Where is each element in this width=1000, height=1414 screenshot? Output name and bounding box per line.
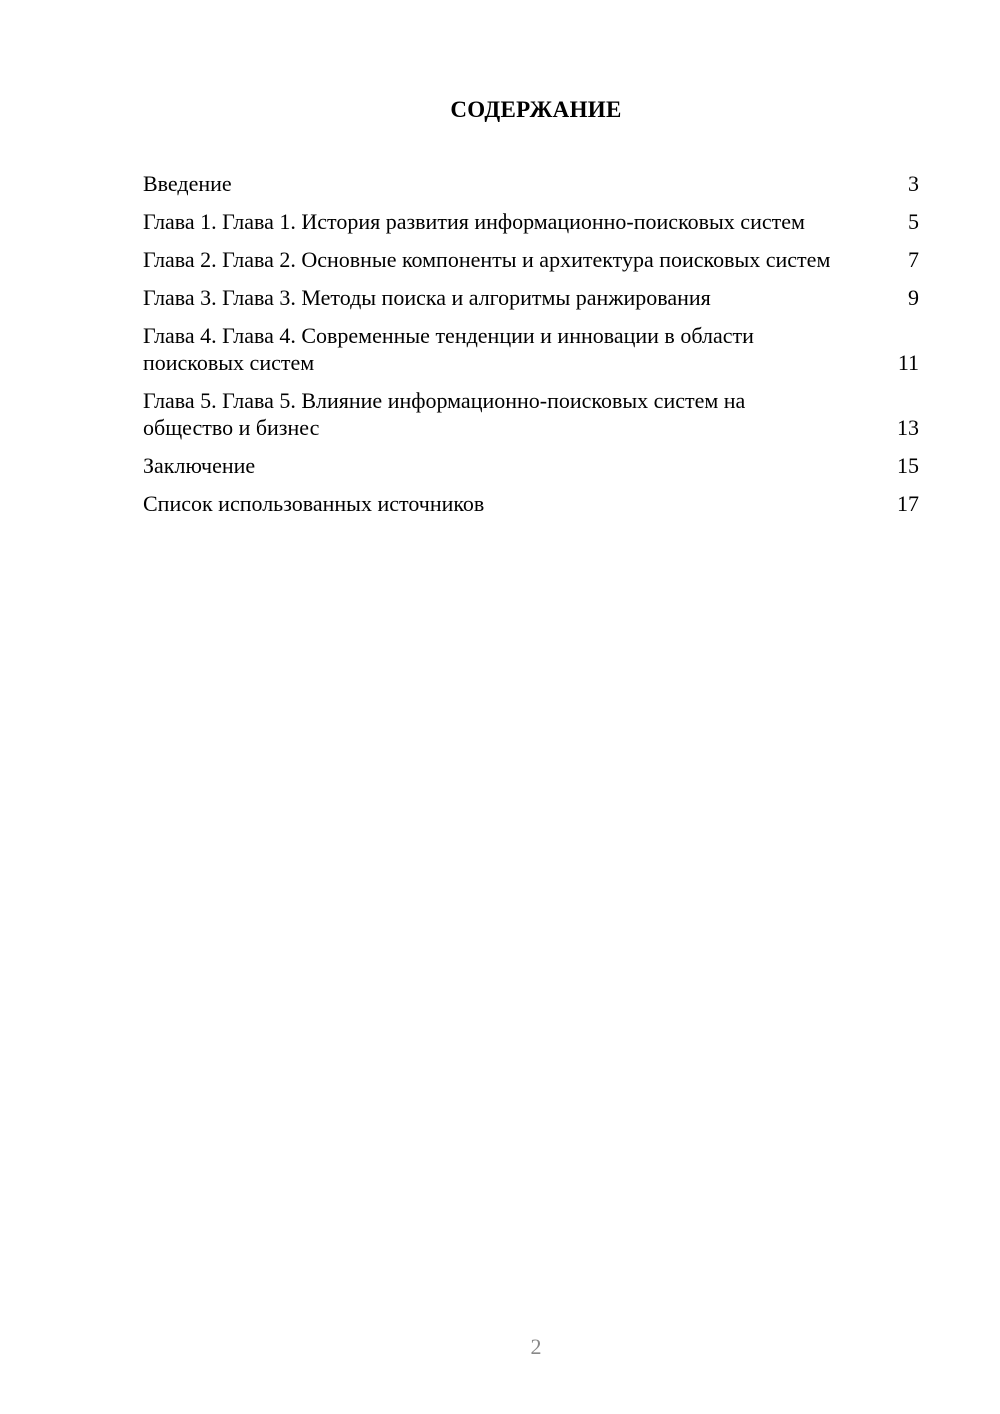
page-number: 2 (530, 1334, 542, 1359)
toc-entry-references[interactable] (143, 490, 919, 517)
toc-entry-chapter-4[interactable] (143, 322, 919, 376)
toc-entry-chapter-5[interactable] (143, 387, 919, 441)
toc-entry-introduction[interactable] (143, 170, 919, 197)
toc-entry-page: 17 (897, 491, 919, 516)
toc-entry-page: 15 (897, 453, 919, 478)
toc-entry-page: 3 (908, 171, 919, 196)
toc-entry-page: 11 (897, 350, 919, 375)
toc-entry-title: Глава 5. Глава 5. Влияние информационно-поисковых систем на общество и бизнес (143, 388, 746, 440)
toc-entry-page: 13 (897, 415, 919, 440)
toc-entry-chapter-1[interactable] (143, 208, 919, 235)
toc-entry-page: 7 (908, 247, 919, 272)
toc-entry-title: Глава 2. Глава 2. Основные компоненты и архитектура поисковых систем (143, 247, 831, 272)
toc-entry-title: Введение (143, 171, 232, 196)
toc-entry-chapter-3[interactable] (143, 284, 919, 311)
toc-entry-title: Глава 4. Глава 4. Современные тенденции и инновации в области поисковых систем (143, 323, 754, 375)
toc-entry-page: 9 (908, 285, 919, 310)
toc-entry-page: 5 (908, 209, 919, 234)
toc-entry-title: Заключение (143, 453, 256, 478)
table-of-contents (143, 170, 919, 528)
toc-entry-conclusion[interactable] (143, 452, 919, 479)
toc-entry-chapter-2[interactable] (143, 246, 919, 273)
toc-entry-title: Глава 1. Глава 1. История развития информационно-поисковых систем (143, 209, 805, 234)
toc-entry-title: Список использованных источников (143, 491, 485, 516)
toc-entry-title: Глава 3. Глава 3. Методы поиска и алгоритмы ранжирования (143, 285, 711, 310)
page-title: СОДЕРЖАНИЕ (450, 97, 622, 122)
